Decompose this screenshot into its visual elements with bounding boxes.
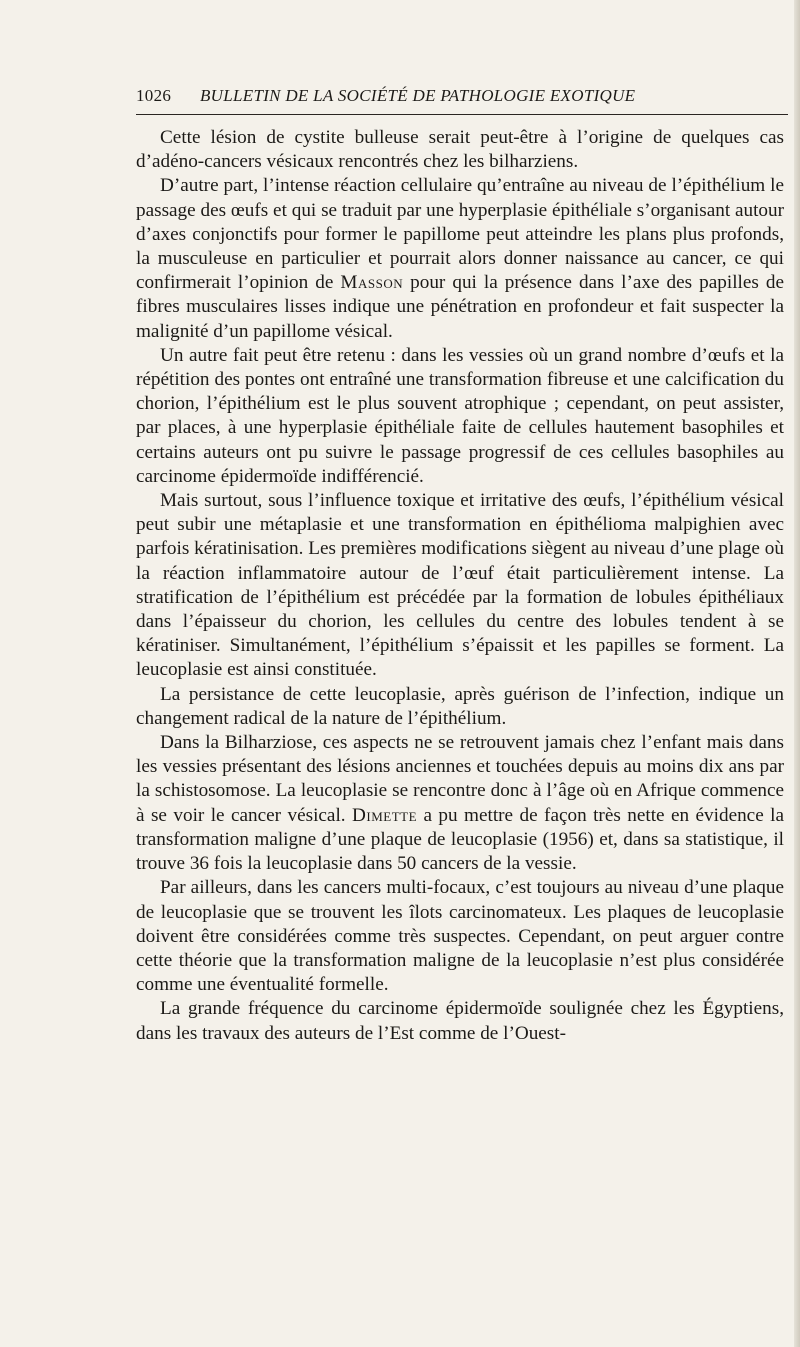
paragraph: Par ailleurs, dans les cancers multi-focaux, c’est toujours au niveau d’une plaque de leucoplasie que se trouvent les îlots carcinomateux. Les plaques de leucoplasie doivent être considérées comme très suspectes. Cependant, on peut arguer contre cette théorie que la transformation maligne de la leucoplasie n’est plus considérée comme une éventualité formelle. [136,877,784,996]
page-number: 1026 [136,86,172,105]
page-edge [794,0,800,1347]
running-title: BULLETIN DE LA SOCIÉTÉ DE PATHOLOGIE EXOTIQUE [200,86,636,105]
paragraph: D’autre part, l’intense réaction cellulaire qu’entraîne au niveau de l’épithélium le passage des œufs et qui se traduit par une hyperplasie épithéliale s’organisant autour d’axes conjonctifs pour former le papillome peut atteindre les plans plus profonds, la musculeuse en particulier et pourrait alors donner naissance au cancer, ce qui confirmerait l’opinion de Masson pour qui la présence dans l’axe des papilles de fibres musculaires lisses indique une pénétration en profondeur et fait suspecter la malignité d’un papillome vésical. [136,175,784,342]
paragraph: Cette lésion de cystite bulleuse serait peut-être à l’origine de quelques cas d’adéno-cancers vésicaux rencontrés chez les bilharziens. [136,127,784,173]
paragraph: La persistance de cette leucoplasie, après guérison de l’infection, indique un changement radical de la nature de l’épithélium. [136,683,784,729]
body-text [136,126,784,1046]
running-header [136,86,784,112]
paragraph: Un autre fait peut être retenu : dans les vessies où un grand nombre d’œufs et la répétition des pontes ont entraîné une transformation fibreuse et une calcification du chorion, l’épithélium est le plus souvent atrophique ; cependant, on peut assister, par places, à une hyperplasie épithéliale faite de cellules hautement basophiles et certains auteurs ont pu suivre le passage progressif de ces cellules basophiles au carcinome épidermoïde indifférencié. [136,344,784,487]
paragraph: Mais surtout, sous l’influence toxique et irritative des œufs, l’épithélium vésical peut subir une métaplasie et une transformation en épithélioma malpighien avec parfois kératinisation. Les premières modifications siègent au niveau d’une plage où la réaction inflammatoire autour de l’œuf était particulièrement intense. La stratification de l’épithélium est précédée par la formation de lobules épithéliaux dans l’épaisseur du chorion, les cellules du centre des lobules tendent à se kératiniser. Simultanément, l’épithélium s’épaissit et les papilles se forment. La leucoplasie est ainsi constituée. [136,490,784,681]
author-name: Dimette [352,804,418,826]
author-name: Masson [340,272,404,294]
header-rule [136,114,788,115]
paragraph: Dans la Bilharziose, ces aspects ne se retrouvent jamais chez l’enfant mais dans les vessies présentant des lésions anciennes et touchées depuis au moins dix ans par la schistosomose. La leucoplasie se rencontre donc à l’âge où en Afrique commence à se voir le cancer vésical. Dimette a pu mettre de façon très nette en évidence la transformation maligne d’une plaque de leucoplasie (1956) et, dans sa statistique, il trouve 36 fois la leucoplasie dans 50 cancers de la vessie. [136,732,784,875]
paragraph: La grande fréquence du carcinome épidermoïde soulignée chez les Égyptiens, dans les travaux des auteurs de l’Est comme de l’Ouest- [136,998,784,1044]
